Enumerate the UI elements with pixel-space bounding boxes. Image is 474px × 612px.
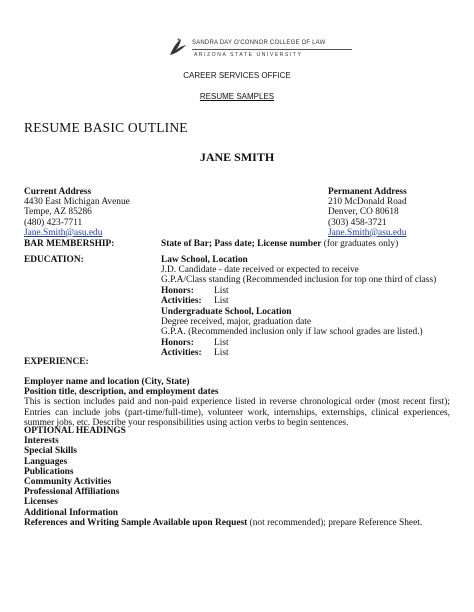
undergrad-gpa: G.P.A. (Recommended inclusion only if law school grades are listed.): [161, 327, 423, 338]
permanent-address-email-link[interactable]: Jane.Smith@asu.edu: [328, 227, 407, 238]
law-activities-row: [161, 296, 436, 306]
experience-employer: Employer name and location (City, State): [24, 377, 190, 387]
permanent-address-heading: Permanent Address: [328, 187, 407, 197]
college-seal-logo: [167, 36, 189, 58]
law-honors-value: List: [214, 285, 229, 296]
optional-item: Special Skills: [24, 446, 77, 457]
undergrad-school-name: Undergraduate School, Location: [161, 307, 292, 317]
experience-label: EXPERIENCE:: [24, 357, 89, 367]
law-gpa: G.P.A/Class standing (Recommended inclusion for top one third of class): [161, 275, 437, 286]
college-name: SANDRA DAY O'CONNOR COLLEGE OF LAW: [192, 40, 326, 46]
undergrad-honors-value: List: [214, 337, 229, 348]
undergrad-activities-value: List: [214, 347, 229, 358]
optional-item: Languages: [24, 456, 68, 467]
current-address-phone: (480) 423-7711: [24, 217, 83, 228]
page-title: RESUME BASIC OUTLINE: [24, 120, 188, 135]
undergrad-degree: Degree received, major, graduation date: [161, 317, 312, 328]
undergrad-activities-label: Activities:: [161, 347, 202, 358]
law-honors-label: Honors:: [161, 285, 194, 296]
current-address-block: [24, 187, 130, 238]
experience-description: This is section includes paid and non-paid experience listed in reverse chronological order (most recent first); Entries can include jobs (part-time/full-time), volunteer work, internships, externships, clinical experiences, summer jobs, etc. Describe your responsibilities using action verbs to begin sentences.: [24, 397, 450, 428]
references-note: (not recommended); prepare Reference Sheet.: [249, 517, 423, 528]
current-address-city: Tempe, AZ 85286: [24, 207, 92, 218]
education-label: EDUCATION:: [24, 255, 84, 265]
references-line: [24, 518, 450, 528]
optional-headings-block: [24, 426, 450, 528]
permanent-address-city: Denver, CO 80618: [328, 207, 399, 218]
optional-item: Community Activities: [24, 477, 112, 488]
candidate-name: JANE SMITH: [199, 150, 275, 164]
optional-item: Interests: [24, 436, 59, 447]
bar-membership-label: BAR MEMBERSHIP:: [24, 239, 115, 249]
office-name: CAREER SERVICES OFFICE: [183, 71, 291, 80]
optional-item: Licenses: [24, 497, 58, 508]
current-address-email-link[interactable]: Jane.Smith@asu.edu: [24, 227, 103, 238]
law-degree: J.D. Candidate - date received or expected to receive: [161, 265, 359, 276]
law-school-name: Law School, Location: [161, 255, 248, 265]
bar-membership-note: (for graduates only): [323, 239, 399, 249]
law-activities-label: Activities:: [161, 295, 202, 306]
permanent-address-block: [328, 187, 407, 238]
experience-position: Position title, description, and employment dates: [24, 387, 219, 398]
current-address-street: 4430 East Michigan Avenue: [24, 197, 130, 208]
optional-item: Publications: [24, 466, 74, 477]
permanent-address-phone: (303) 458-3721: [328, 217, 387, 228]
samples-heading: RESUME SAMPLES: [199, 92, 275, 101]
optional-item: Additional Information: [24, 507, 119, 518]
permanent-address-street: 210 McDonald Road: [328, 197, 407, 208]
law-school-block: [161, 255, 436, 306]
undergrad-school-block: [161, 307, 423, 358]
university-name: ARIZONA STATE UNIVERSITY: [194, 52, 303, 58]
undergrad-honors-row: [161, 338, 423, 348]
bar-membership-fields: State of Bar; Pass date; License number: [161, 239, 322, 249]
undergrad-activities-row: [161, 348, 423, 358]
law-activities-value: List: [214, 295, 229, 306]
law-honors-row: [161, 286, 436, 296]
references-statement: References and Writing Sample Available upon Request: [24, 517, 248, 528]
experience-block: [24, 377, 450, 428]
undergrad-honors-label: Honors:: [161, 337, 194, 348]
logo-divider: [192, 49, 352, 50]
current-address-heading: Current Address: [24, 187, 92, 197]
optional-item: Professional Affiliations: [24, 487, 120, 498]
bar-membership-value: [161, 239, 398, 249]
optional-headings-title: OPTIONAL HEADINGS: [24, 426, 126, 436]
